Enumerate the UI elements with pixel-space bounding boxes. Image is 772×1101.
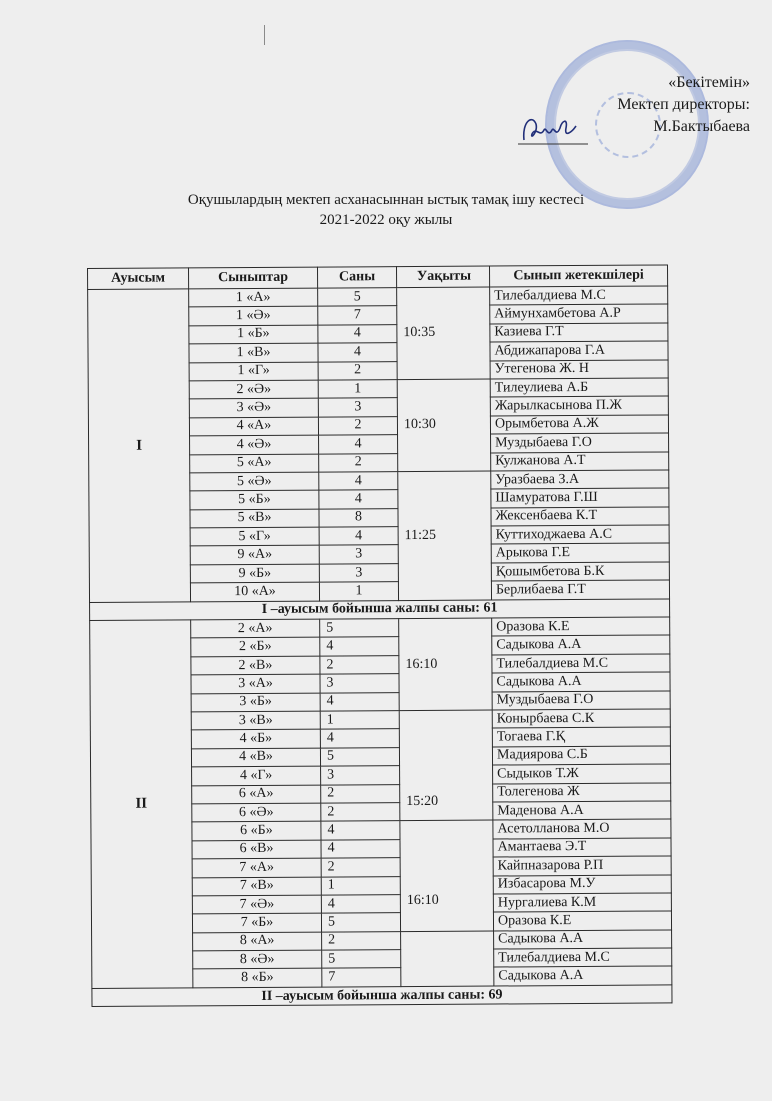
teacher-cell: Казиева Г.Т <box>490 323 668 342</box>
class-cell: 8 «Б» <box>193 969 322 988</box>
class-cell: 1 «В» <box>189 343 318 362</box>
class-cell: 5 «А» <box>190 454 319 473</box>
teacher-cell: Амантаева Э.Т <box>493 838 671 857</box>
shift-label: II <box>90 620 193 988</box>
count-cell: 2 <box>321 803 400 822</box>
teacher-cell: Муздыбаева Г.О <box>491 433 669 452</box>
class-cell: 10 «А» <box>190 582 319 601</box>
class-cell: 1 «Б» <box>189 325 318 344</box>
teacher-cell: Кулжанова А.Т <box>491 451 669 470</box>
count-cell: 5 <box>320 747 399 766</box>
class-cell: 2 «Ә» <box>189 380 318 399</box>
header-classes: Сыныптар <box>189 267 318 289</box>
class-cell: 4 «А» <box>189 417 318 436</box>
teacher-cell: Жарылкасынова П.Ж <box>490 396 668 415</box>
count-cell: 8 <box>319 508 398 527</box>
count-cell: 3 <box>319 563 398 582</box>
teacher-cell: Тогаева Г.Қ <box>492 727 670 746</box>
class-cell: 1 «Ә» <box>189 306 318 325</box>
class-cell: 6 «Б» <box>192 821 321 840</box>
count-cell: 7 <box>322 968 401 987</box>
teacher-cell: Нургалиева К.М <box>493 893 671 912</box>
time-cell: 10:30 <box>397 379 491 472</box>
header-time: Уақыты <box>396 266 489 288</box>
count-cell: 1 <box>321 876 400 895</box>
class-cell: 4 «Г» <box>192 766 321 785</box>
teacher-cell: Утегенова Ж. Н <box>490 360 668 379</box>
header-teachers: Сынып жетекшілері <box>489 265 667 287</box>
class-cell: 7 «Б» <box>192 913 321 932</box>
teacher-cell: Жексенбаева К.Т <box>491 507 669 526</box>
class-cell: 2 «В» <box>191 656 320 675</box>
teacher-cell: Қошымбетова Б.К <box>491 562 669 581</box>
approval-position: Мектеп директоры: <box>617 96 750 113</box>
count-cell: 5 <box>321 913 400 932</box>
teacher-cell: Садыкова А.А <box>492 635 670 654</box>
class-cell: 3 «А» <box>191 674 320 693</box>
class-cell: 6 «В» <box>192 840 321 859</box>
time-cell: 11:25 <box>398 471 492 600</box>
teacher-cell: Берлибаева Г.Т <box>491 580 669 599</box>
teacher-cell: Толегенова Ж <box>493 782 671 801</box>
count-cell: 3 <box>321 766 400 785</box>
teacher-cell: Аймунхамбетова А.Р <box>490 304 668 323</box>
approval-label: «Бекітемін» <box>668 74 750 91</box>
teacher-cell: Тилебалдиева М.С <box>492 654 670 673</box>
count-cell: 5 <box>320 619 399 638</box>
class-cell: 9 «Б» <box>190 564 319 583</box>
class-cell: 3 «Б» <box>191 693 320 712</box>
count-cell: 3 <box>318 398 397 417</box>
count-cell: 4 <box>320 637 399 656</box>
class-cell: 4 «Ә» <box>190 435 319 454</box>
count-cell: 2 <box>321 784 400 803</box>
class-cell: 7 «А» <box>192 858 321 877</box>
count-cell: 4 <box>319 472 398 491</box>
count-cell: 1 <box>319 582 398 601</box>
class-cell: 6 «Ә» <box>192 803 321 822</box>
teacher-cell: Тилеулиева А.Б <box>490 378 668 397</box>
teacher-cell: Арыкова Г.Е <box>491 543 669 562</box>
class-cell: 1 «А» <box>189 288 318 307</box>
count-cell: 1 <box>320 711 399 730</box>
class-cell: 7 «В» <box>192 877 321 896</box>
title-year: 2021-2022 оқу жылы <box>319 212 453 228</box>
teacher-cell: Садыкова А.А <box>494 930 672 949</box>
count-cell: 5 <box>318 288 397 307</box>
time-cell: 16:10 <box>400 820 494 931</box>
count-cell: 4 <box>319 527 398 546</box>
count-cell: 2 <box>321 858 400 877</box>
class-cell: 5 «В» <box>190 509 319 528</box>
teacher-cell: Кайпназарова Р.П <box>493 856 671 875</box>
meal-schedule-table <box>87 264 673 1007</box>
class-cell: 2 «А» <box>191 619 320 638</box>
count-cell: 3 <box>319 545 398 564</box>
count-cell: 4 <box>320 729 399 748</box>
shift-label: I <box>88 289 191 602</box>
director-name: М.Бактыбаева <box>653 118 750 135</box>
count-cell: 4 <box>318 343 397 362</box>
count-cell: 4 <box>320 692 399 711</box>
count-cell: 4 <box>318 324 397 343</box>
header-count: Саны <box>317 267 396 288</box>
teacher-cell: Избасарова М.У <box>493 874 671 893</box>
teacher-cell: Шамуратова Г.Ш <box>491 488 669 507</box>
count-cell: 2 <box>319 453 398 472</box>
teacher-cell: Оразова К.Е <box>492 617 670 636</box>
count-cell: 1 <box>318 380 397 399</box>
teacher-cell: Орымбетова А.Ж <box>490 415 668 434</box>
teacher-cell: Муздыбаева Г.О <box>492 691 670 710</box>
count-cell: 3 <box>320 674 399 693</box>
class-cell: 9 «А» <box>190 546 319 565</box>
class-cell: 6 «А» <box>192 785 321 804</box>
class-cell: 2 «Б» <box>191 638 320 657</box>
teacher-cell: Садыкова А.А <box>494 966 672 985</box>
approval-block <box>617 72 750 138</box>
count-cell: 4 <box>321 839 400 858</box>
class-cell: 5 «Г» <box>190 527 319 546</box>
header-shift: Ауысым <box>88 268 189 290</box>
class-cell: 3 «В» <box>191 711 320 730</box>
class-cell: 5 «Б» <box>190 490 319 509</box>
time-cell: 16:10 <box>399 618 493 711</box>
count-cell: 7 <box>318 306 397 325</box>
time-cell: 15:20 <box>399 710 493 821</box>
count-cell: 2 <box>322 931 401 950</box>
shift2-total-row <box>92 985 672 1007</box>
count-cell: 4 <box>321 894 400 913</box>
class-cell: 5 «Ә» <box>190 472 319 491</box>
class-cell: 4 «Б» <box>191 729 320 748</box>
count-cell: 4 <box>319 490 398 509</box>
count-cell: 4 <box>319 435 398 454</box>
document-title <box>0 190 772 230</box>
title-main: Оқушылардың мектеп асханасыннан ыстық тамақ ішу кестесі <box>187 192 585 208</box>
teacher-cell: Садыкова А.А <box>492 672 670 691</box>
count-cell: 5 <box>322 950 401 969</box>
teacher-cell: Тилебалдиева М.С <box>494 948 672 967</box>
count-cell: 2 <box>318 361 397 380</box>
teacher-cell: Асетолланова М.О <box>493 819 671 838</box>
count-cell: 2 <box>320 655 399 674</box>
scan-fold-mark <box>264 25 265 45</box>
teacher-cell: Тилебалдиева М.С <box>490 286 668 305</box>
class-cell: 8 «А» <box>193 932 322 951</box>
teacher-cell: Куттиходжаева А.С <box>491 525 669 544</box>
time-cell <box>401 931 494 987</box>
teacher-cell: Мадиярова С.Б <box>492 746 670 765</box>
teacher-cell: Уразбаева З.А <box>491 470 669 489</box>
time-cell: 10:35 <box>397 287 491 380</box>
class-cell: 4 «В» <box>191 748 320 767</box>
teacher-cell: Оразова К.Е <box>493 911 671 930</box>
teacher-cell: Абдижапарова Г.А <box>490 341 668 360</box>
count-cell: 4 <box>321 821 400 840</box>
signature-icon <box>518 112 588 146</box>
class-cell: 3 «Ә» <box>189 398 318 417</box>
shift2-total: II –ауысым бойынша жалпы саны: 69 <box>92 985 672 1007</box>
teacher-cell: Маденова А.А <box>493 801 671 820</box>
class-cell: 7 «Ә» <box>192 895 321 914</box>
class-cell: 8 «Ә» <box>193 950 322 969</box>
shift1-total: I –ауысым бойынша жалпы саны: 61 <box>90 599 670 621</box>
teacher-cell: Конырбаева С.К <box>492 709 670 728</box>
class-cell: 1 «Г» <box>189 362 318 381</box>
teacher-cell: Сыдыков Т.Ж <box>493 764 671 783</box>
count-cell: 2 <box>318 416 397 435</box>
